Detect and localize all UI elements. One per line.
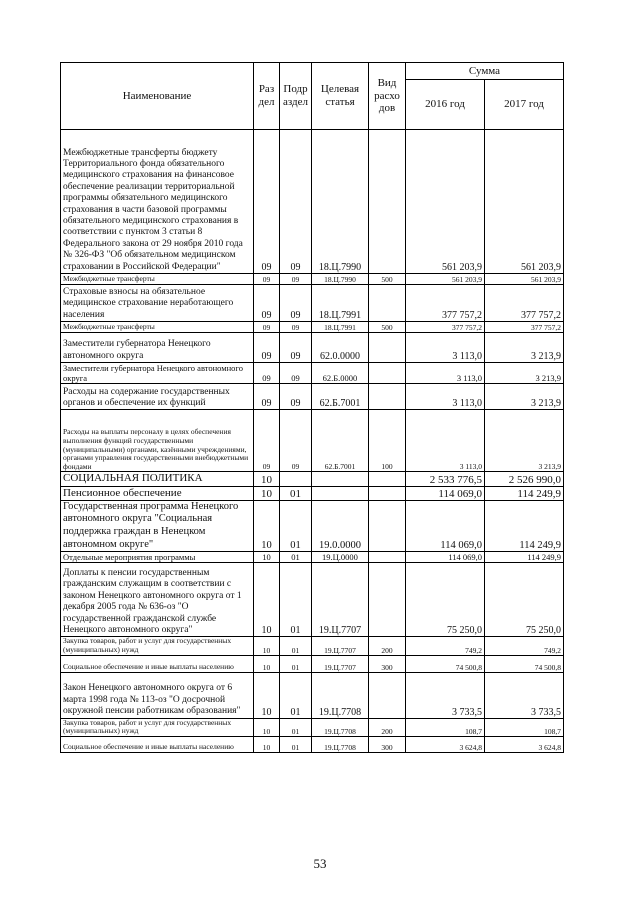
row-2016-value: 75 250,0 [406, 563, 485, 637]
row-2017-value: 75 250,0 [485, 563, 564, 637]
row-2016-value: 3 113,0 [406, 333, 485, 363]
row-2017-value: 114 249,9 [485, 552, 564, 563]
row-name-cell: Межбюджетные трансферты [61, 274, 254, 285]
table-row [61, 274, 564, 285]
row-razdel-cell: 10 [254, 500, 280, 551]
row-podrazdel-cell: 09 [280, 285, 312, 322]
row-2016-value: 3 113,0 [406, 384, 485, 410]
row-2017-value: 561 203,9 [485, 274, 564, 285]
row-vid-cell: 200 [369, 637, 406, 655]
row-2016-value: 561 203,9 [406, 130, 485, 274]
table-row [61, 655, 564, 672]
row-target-cell: 19.Ц.7707 [312, 637, 369, 655]
row-razdel-cell: 10 [254, 472, 280, 486]
row-razdel-cell: 09 [254, 333, 280, 363]
row-target-cell: 19.0.0000 [312, 500, 369, 551]
row-podrazdel-cell: 01 [280, 655, 312, 672]
row-2017-value: 114 249,9 [485, 486, 564, 500]
row-vid-cell: 300 [369, 655, 406, 672]
row-vid-cell [369, 472, 406, 486]
row-2017-value: 749,2 [485, 637, 564, 655]
row-target-cell: 18.Ц.7991 [312, 322, 369, 333]
row-target-cell: 19.Ц.7708 [312, 718, 369, 736]
row-target-cell: 62.Б.0000 [312, 363, 369, 384]
row-name-cell: Закупка товаров, работ и услуг для государственных (муниципальных) нужд [61, 718, 254, 736]
header-year-2017: 2017 год [485, 80, 564, 130]
row-vid-cell [369, 333, 406, 363]
row-2017-value: 3 624,8 [485, 736, 564, 752]
row-2017-value: 108,7 [485, 718, 564, 736]
header-razdel: Раз дел [254, 63, 280, 130]
row-target-cell: 19.Ц.7708 [312, 736, 369, 752]
row-name-cell: Страховые взносы на обязательное медицинское страхование неработающего населения [61, 285, 254, 322]
table-row [61, 563, 564, 637]
row-podrazdel-cell: 01 [280, 563, 312, 637]
table-row [61, 322, 564, 333]
table-row [61, 333, 564, 363]
table-row [61, 552, 564, 563]
row-podrazdel-cell: 01 [280, 486, 312, 500]
row-podrazdel-cell: 09 [280, 130, 312, 274]
row-razdel-cell: 10 [254, 563, 280, 637]
table-row [61, 130, 564, 274]
row-target-cell: 62.Б.7001 [312, 410, 369, 472]
row-2016-value: 377 757,2 [406, 322, 485, 333]
row-target-cell: 18.Ц.7991 [312, 285, 369, 322]
table-row [61, 718, 564, 736]
row-target-cell: 19.Ц.7707 [312, 655, 369, 672]
table-row [61, 672, 564, 718]
budget-table [60, 62, 564, 753]
row-2016-value: 377 757,2 [406, 285, 485, 322]
row-razdel-cell: 09 [254, 274, 280, 285]
row-name-cell: Расходы на содержание государственных органов и обеспечение их функций [61, 384, 254, 410]
table-row [61, 384, 564, 410]
header-name: Наименование [61, 63, 254, 130]
row-vid-cell [369, 500, 406, 551]
row-name-cell: Расходы на выплаты персоналу в целях обеспечения выполнения функций государственными (муниципальными) органами, казёнными учреждениями, органами управления государственными внебюджетными фондами [61, 410, 254, 472]
row-name-cell: Социальное обеспечение и иные выплаты населению [61, 736, 254, 752]
row-vid-cell: 500 [369, 274, 406, 285]
row-2016-value: 3 733,5 [406, 672, 485, 718]
table-row [61, 500, 564, 551]
row-2016-value: 114 069,0 [406, 486, 485, 500]
row-razdel-cell: 10 [254, 655, 280, 672]
row-name-cell: Доплаты к пенсии государственным гражданским служащим в соответствии с законом Ненецкого автономного округа от 1 декабря 2005 года № 636-оз "О государственной гражданской службе Ненецкого автономного округа" [61, 563, 254, 637]
row-razdel-cell: 09 [254, 130, 280, 274]
table-row [61, 410, 564, 472]
page-number: 53 [313, 856, 327, 871]
row-vid-cell: 500 [369, 322, 406, 333]
row-razdel-cell: 09 [254, 363, 280, 384]
row-2017-value: 377 757,2 [485, 285, 564, 322]
row-2016-value: 561 203,9 [406, 274, 485, 285]
row-razdel-cell: 09 [254, 410, 280, 472]
row-2017-value: 2 526 990,0 [485, 472, 564, 486]
row-name-cell: Социальное обеспечение и иные выплаты населению [61, 655, 254, 672]
row-target-cell: 19.Ц.7707 [312, 563, 369, 637]
row-name-cell: Межбюджетные трансферты бюджету Территориального фонда обязательного медицинского страхования на финансовое обеспечение реализации территориальной программы обязательного медицинского страхования в части базовой программы обязательного медицинского страхования в соответствии с пунктом 3 статьи 8 Федерального закона от 29 ноября 2010 года № 326-ФЗ "Об обязательном медицинском страховании в Российской Федерации" [61, 130, 254, 274]
row-razdel-cell: 10 [254, 672, 280, 718]
row-target-cell: 19.Ц.0000 [312, 552, 369, 563]
row-vid-cell [369, 672, 406, 718]
row-2016-value: 114 069,0 [406, 552, 485, 563]
row-razdel-cell: 09 [254, 285, 280, 322]
row-podrazdel-cell: 09 [280, 333, 312, 363]
table-row [61, 285, 564, 322]
row-name-cell: Закон Ненецкого автономного округа от 6 марта 1998 года № 113-оз "О досрочной окружной пенсии работникам образования" [61, 672, 254, 718]
row-target-cell: 18.Ц.7990 [312, 274, 369, 285]
row-razdel-cell: 10 [254, 486, 280, 500]
row-vid-cell [369, 486, 406, 500]
row-vid-cell [369, 130, 406, 274]
row-razdel-cell: 10 [254, 552, 280, 563]
row-razdel-cell: 10 [254, 736, 280, 752]
row-razdel-cell: 09 [254, 384, 280, 410]
table-row [61, 472, 564, 486]
row-podrazdel-cell: 09 [280, 322, 312, 333]
row-podrazdel-cell [280, 472, 312, 486]
row-target-cell: 19.Ц.7708 [312, 672, 369, 718]
row-razdel-cell: 09 [254, 322, 280, 333]
header-amount: Сумма [406, 63, 564, 80]
header-year-2016: 2016 год [406, 80, 485, 130]
row-podrazdel-cell: 09 [280, 410, 312, 472]
row-name-cell: Межбюджетные трансферты [61, 322, 254, 333]
row-target-cell: 18.Ц.7990 [312, 130, 369, 274]
row-razdel-cell: 10 [254, 637, 280, 655]
row-2017-value: 3 213,9 [485, 410, 564, 472]
row-2016-value: 2 533 776,5 [406, 472, 485, 486]
row-target-cell [312, 486, 369, 500]
row-podrazdel-cell: 01 [280, 672, 312, 718]
row-vid-cell: 100 [369, 410, 406, 472]
table-row [61, 736, 564, 752]
row-2017-value: 3 213,9 [485, 363, 564, 384]
row-2016-value: 74 500,8 [406, 655, 485, 672]
table-row [61, 486, 564, 500]
row-target-cell: 62.0.0000 [312, 333, 369, 363]
row-vid-cell [369, 552, 406, 563]
header-target: Целевая статья [312, 63, 369, 130]
row-name-cell: Пенсионное обеспечение [61, 486, 254, 500]
row-name-cell: Государственная программа Ненецкого автономного округа "Социальная поддержка граждан в Ненецком автономном округе" [61, 500, 254, 551]
row-vid-cell [369, 563, 406, 637]
row-2017-value: 114 249,9 [485, 500, 564, 551]
row-2017-value: 3 213,9 [485, 384, 564, 410]
row-vid-cell [369, 285, 406, 322]
row-2016-value: 3 113,0 [406, 410, 485, 472]
row-name-cell: Закупка товаров, работ и услуг для государственных (муниципальных) нужд [61, 637, 254, 655]
row-target-cell: 62.Б.7001 [312, 384, 369, 410]
row-2016-value: 3 113,0 [406, 363, 485, 384]
row-2017-value: 377 757,2 [485, 322, 564, 333]
row-podrazdel-cell: 01 [280, 500, 312, 551]
table-row [61, 637, 564, 655]
header-podrazdel: Подр аздел [280, 63, 312, 130]
row-2017-value: 3 733,5 [485, 672, 564, 718]
table-row [61, 363, 564, 384]
row-vid-cell [369, 363, 406, 384]
row-podrazdel-cell: 01 [280, 637, 312, 655]
row-2016-value: 114 069,0 [406, 500, 485, 551]
row-name-cell: Заместители губернатора Ненецкого автономного округа [61, 363, 254, 384]
row-2016-value: 749,2 [406, 637, 485, 655]
row-target-cell [312, 472, 369, 486]
row-podrazdel-cell: 01 [280, 718, 312, 736]
row-2017-value: 561 203,9 [485, 130, 564, 274]
row-razdel-cell: 10 [254, 718, 280, 736]
row-name-cell: СОЦИАЛЬНАЯ ПОЛИТИКА [61, 472, 254, 486]
row-podrazdel-cell: 01 [280, 552, 312, 563]
row-vid-cell: 200 [369, 718, 406, 736]
row-vid-cell: 300 [369, 736, 406, 752]
row-2016-value: 108,7 [406, 718, 485, 736]
row-podrazdel-cell: 01 [280, 736, 312, 752]
row-name-cell: Отдельные мероприятия программы [61, 552, 254, 563]
row-podrazdel-cell: 09 [280, 384, 312, 410]
row-2016-value: 3 624,8 [406, 736, 485, 752]
row-podrazdel-cell: 09 [280, 274, 312, 285]
row-name-cell: Заместители губернатора Ненецкого автономного округа [61, 333, 254, 363]
row-podrazdel-cell: 09 [280, 363, 312, 384]
row-2017-value: 3 213,9 [485, 333, 564, 363]
row-vid-cell [369, 384, 406, 410]
row-2017-value: 74 500,8 [485, 655, 564, 672]
header-vid: Вид расхо дов [369, 63, 406, 130]
